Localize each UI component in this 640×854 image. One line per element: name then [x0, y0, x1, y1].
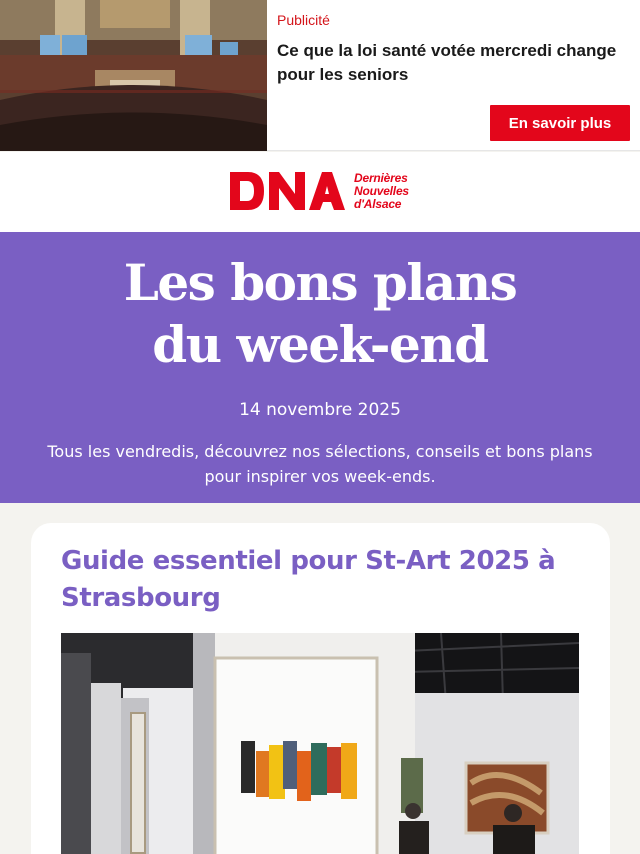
hero-title — [0, 252, 640, 376]
ad-headline[interactable]: Ce que la loi santé votée mercredi change pour les seniors — [277, 41, 617, 84]
logo-line1: Dernières — [354, 170, 408, 185]
learn-more-button[interactable]: En savoir plus — [490, 105, 630, 141]
hero-title-line1: Les bons plans — [123, 253, 517, 312]
hero-date: 14 novembre 2025 — [239, 400, 401, 420]
art-fair-photo-icon[interactable] — [61, 633, 579, 854]
logo-line2: Nouvelles — [354, 183, 409, 198]
ad-label: Publicité — [277, 12, 330, 28]
hero-description: Tous les vendredis, découvrez nos sélections, conseils et bons plans pour inspirer vos week-ends. — [47, 442, 593, 486]
dna-logo[interactable] — [228, 170, 409, 212]
article-card[interactable] — [31, 523, 610, 854]
hero-title-line2: du week-end — [152, 315, 488, 374]
article-title[interactable]: Guide essentiel pour St-Art 2025 à Strasbourg — [61, 546, 556, 613]
logo-line3: d'Alsace — [354, 196, 402, 211]
logo-bar — [0, 152, 640, 232]
ad-banner[interactable] — [0, 0, 640, 151]
dna-logo-mark — [228, 170, 346, 212]
logo-subtitle — [354, 172, 409, 211]
hero-section — [0, 232, 640, 503]
assembly-photo-icon[interactable] — [0, 0, 267, 151]
